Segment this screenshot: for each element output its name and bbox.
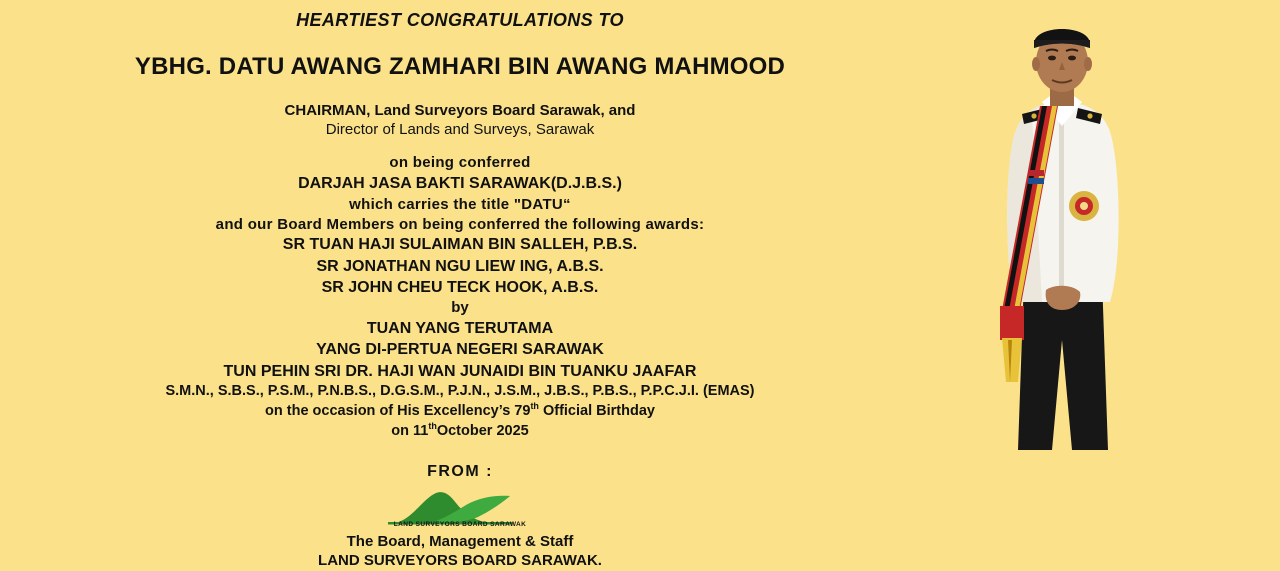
board-member-2: SR JONATHAN NGU LIEW ING, A.B.S.	[316, 257, 604, 275]
board-member-3: SR JOHN CHEU TECK HOOK, A.B.S.	[321, 278, 599, 296]
occasion-line-2-suffix: October 2025	[436, 423, 529, 440]
honoree-name: YBHG. DATU AWANG ZAMHARI BIN AWANG MAHMOOD	[134, 53, 786, 80]
occasion-line-1-text: on the occasion of His Excellency’s 79	[265, 403, 531, 420]
sender-line-2: LAND SURVEYORS BOARD SARAWAK.	[318, 552, 602, 570]
occasion-line-2	[0, 421, 920, 441]
from-label: FROM :	[427, 463, 493, 481]
occasion-line-1	[0, 401, 920, 421]
occasion-line-2-ordinal: th	[428, 421, 437, 432]
occasion-line-1-suffix: Official Birthday	[538, 403, 655, 420]
conferrer-line-1: TUAN YANG TERUTAMA	[366, 320, 554, 338]
honoree-portrait	[962, 10, 1162, 450]
award-details-block	[0, 153, 920, 441]
conferred-intro: on being conferred	[389, 154, 531, 172]
board-members-intro: and our Board Members on being conferred the following awards:	[215, 215, 705, 233]
conferrer-honours: S.M.N., S.B.S., P.S.M., P.N.B.S., D.G.S.M., P.J.N., J.S.M., J.B.S., P.B.S., P.P.C.J.I. (EMAS)	[165, 382, 755, 399]
award-title-line: which carries the title "DATU“	[349, 195, 571, 213]
sender-line-1: The Board, Management & Staff	[346, 533, 574, 551]
occasion-line-1-ordinal: th	[530, 401, 539, 412]
sender-block	[0, 533, 920, 571]
land-surveyors-board-logo	[370, 489, 550, 529]
by-label: by	[451, 299, 469, 317]
logo-wrapper	[0, 489, 920, 529]
logo-caption: LAND SURVEYORS BOARD SARAWAK	[393, 521, 527, 529]
conferrer-line-3: TUN PEHIN SRI DR. HAJI WAN JUNAIDI BIN TUANKU JAAFAR	[223, 362, 697, 380]
honoree-role-block	[0, 101, 920, 139]
honoree-role-line-2: Director of Lands and Surveys, Sarawak	[325, 121, 595, 139]
board-member-1: SR TUAN HAJI SULAIMAN BIN SALLEH, P.B.S.	[282, 236, 638, 254]
award-name: DARJAH JASA BAKTI SARAWAK(D.J.B.S.)	[298, 175, 622, 193]
honoree-role-line-1: CHAIRMAN, Land Surveyors Board Sarawak, and	[284, 102, 636, 119]
conferrer-line-2: YANG DI-PERTUA NEGERI SARAWAK	[316, 341, 604, 359]
congratulations-heading: HEARTIEST CONGRATULATIONS TO	[296, 10, 624, 30]
occasion-line-2-text: on 11	[391, 423, 429, 440]
